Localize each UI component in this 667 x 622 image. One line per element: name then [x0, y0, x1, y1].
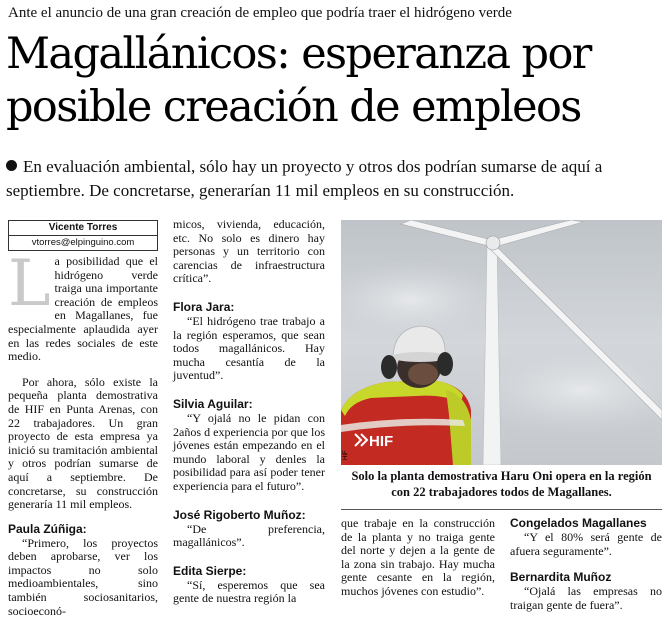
body-paragraph: Por ahora, sólo existe la pequeña planta demostrativa de HIF en Punta Arenas, con 22 trabajadores. Un gran proyecto de esta empresa ya inició su tramitación ambiental y otros podrían sumarse de aquí a septiembre. De concretarse, su construcción generaría 11 mil empleos. [8, 374, 158, 512]
hif-logo: HIF [369, 433, 394, 450]
column-2 [173, 218, 325, 606]
wind-turbine-photo [341, 220, 662, 465]
dek-text: En evaluación ambiental, sólo hay un proyecto y otros dos podrían sumarse de aquí a septiembre. De concretarse, generarían 11 mil empleos en su construcción. [6, 157, 603, 200]
dek [6, 155, 664, 203]
quote-text: micos, vivienda, educación, etc. No solo es dinero hay personas y un territorio con carencias de infraestructura crítica”. [173, 217, 325, 286]
quote-text: “Ojalá las empresas no traigan gente de fuera”. [510, 584, 662, 612]
quote-text: “Sí, esperemos que sea gente de nuestra región la [173, 577, 325, 606]
photo-credit: HIF [343, 450, 349, 460]
quote-author: Edita Sierpe: [173, 563, 247, 578]
quote-author: Paula Zúñiga: [8, 521, 87, 536]
quote-author: Congelados Magallanes [510, 516, 647, 530]
quote-text: que trabaje en la construcción de la planta y no traiga gente del norte y dejen a la gente de la zona sin trabajo. Hay mucha gente cesante en la región, muchos jóvenes con estudio”. [341, 516, 495, 598]
headline: Magallánicos: esperanza por posible creación de empleos [6, 29, 591, 132]
column-4 [510, 506, 662, 612]
kicker: Ante el anuncio de una gran creación de empleo que podría traer el hidrógeno verde [8, 5, 512, 21]
bullet-icon [6, 160, 17, 171]
lead-paragraph [8, 247, 158, 364]
drop-cap: L [8, 247, 51, 321]
quote-text: “Primero, los proyectos deben aprobarse, ver los impactos no solo medioambientales, sino también sociosanitarios, socioeconó- [8, 535, 158, 618]
column-1 [8, 247, 158, 618]
photo-caption: Solo la planta demostrativa Haru Oni opera en la región con 22 trabajadores todos de Magallanes. [351, 469, 652, 499]
byline-name: Vicente Torres [9, 221, 157, 236]
quote-text: “Y ojalá no le pidan con 2años d experiencia por que los jóvenes están empezando en el mundo laboral y denles la posibilidad para así poder tener experiencia para el futuro”. [173, 410, 325, 493]
quote-author: Flora Jara: [173, 299, 235, 314]
quote-text: “De preferencia, magallánicos”. [173, 521, 325, 550]
lead-text: a posibilidad que el hidrógeno verde traiga una importante creación de empleos en Magallanes, fue especialmente aplaudida ayer en las redes sociales de este medio. [8, 254, 158, 364]
byline-email[interactable]: vtorres@elpinguino.com [31, 237, 135, 248]
column-3 [341, 517, 495, 599]
quote-text: “Y el 80% será gente de afuera seguramente”. [510, 530, 662, 558]
quote-author: Bernardita Muñoz [510, 570, 612, 585]
quote-text: “El hidrógeno trae trabajo a la región esperamos, que sean todos magallánicos. Hay mucha cesantía de la juventud”. [173, 313, 325, 383]
quote-author: Silvia Aguilar: [173, 396, 253, 411]
photo [341, 220, 662, 465]
quote-author: José Rigoberto Muñoz: [173, 507, 306, 522]
